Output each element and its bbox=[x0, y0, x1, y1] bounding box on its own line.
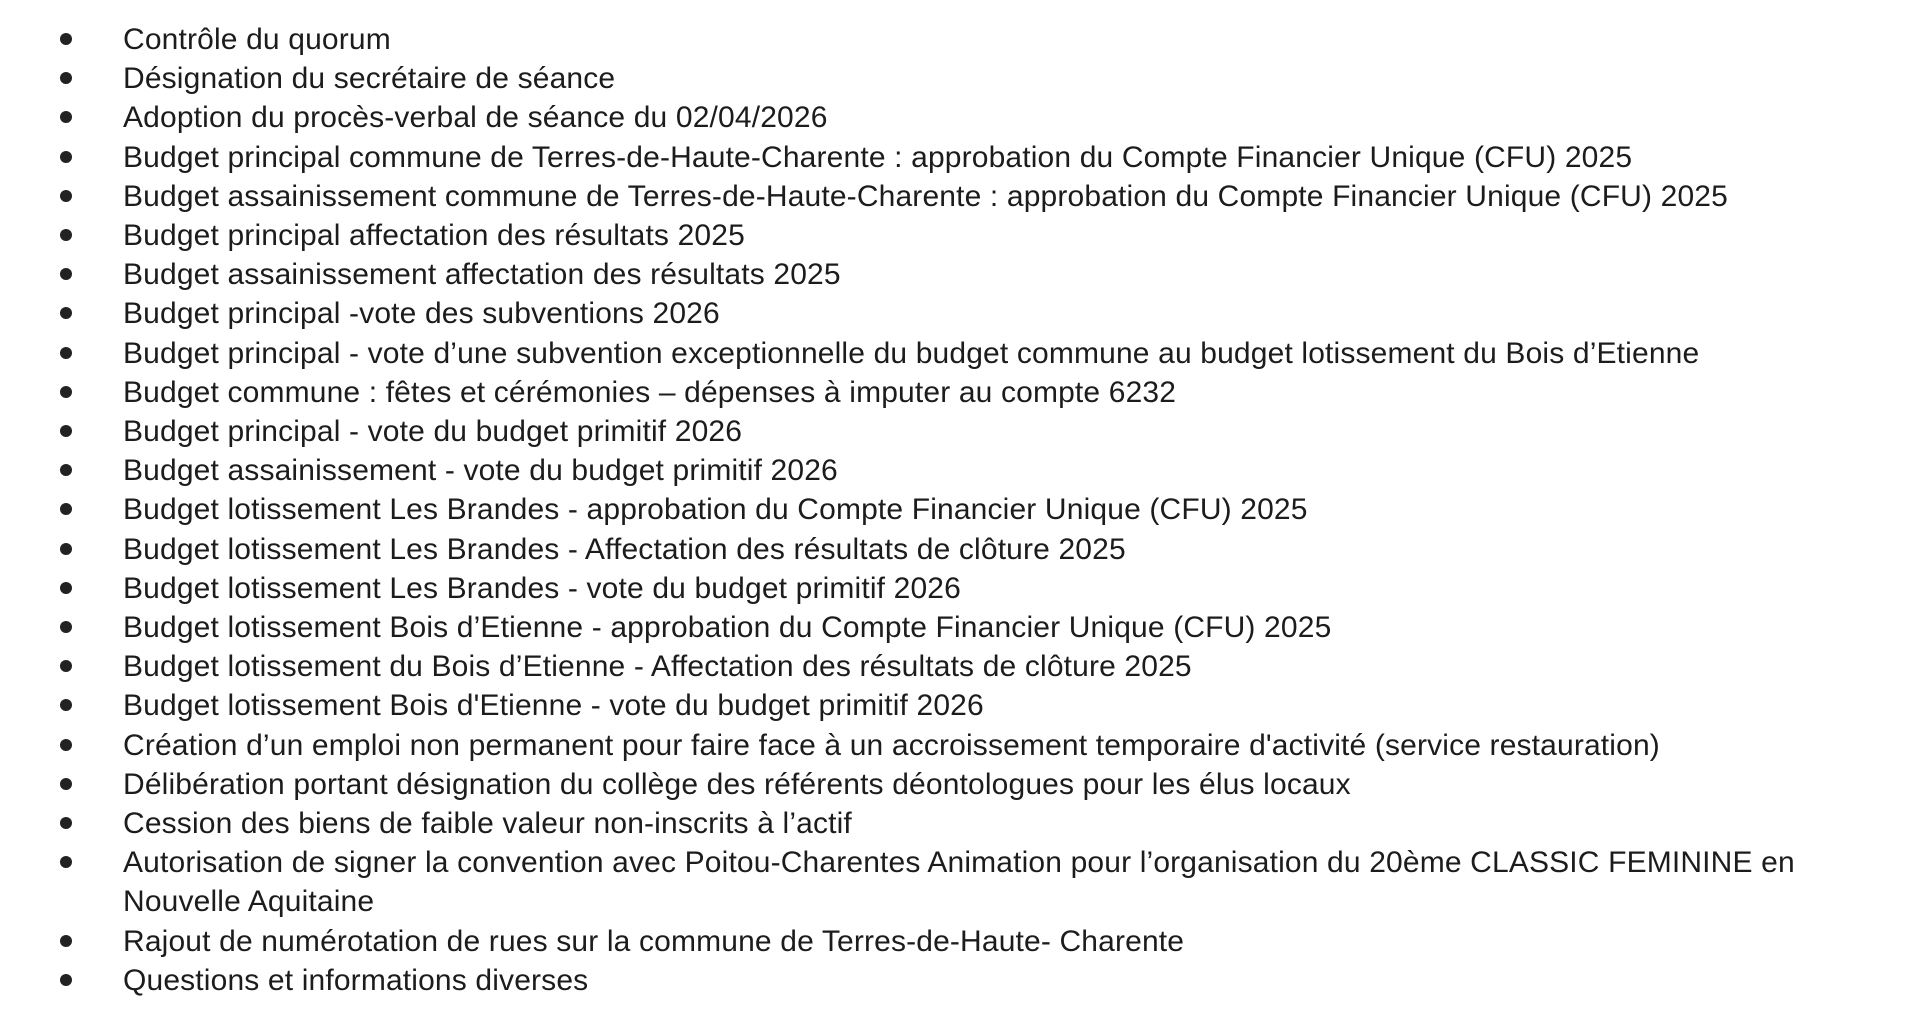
agenda-item bbox=[0, 765, 1920, 804]
agenda-item-text: Budget assainissement affectation des résultats 2025 bbox=[123, 258, 841, 292]
bullet-icon bbox=[60, 817, 72, 829]
bullet-icon bbox=[60, 543, 72, 555]
agenda-item bbox=[0, 59, 1920, 98]
agenda-item-text: Création d’un emploi non permanent pour faire face à un accroissement temporaire d'activité (service restauration) bbox=[123, 728, 1660, 762]
agenda-item bbox=[0, 451, 1920, 490]
bullet-icon bbox=[60, 151, 72, 163]
agenda-item bbox=[0, 177, 1920, 216]
agenda-item-text: Budget lotissement Bois d'Etienne - vote du budget primitif 2026 bbox=[123, 689, 984, 723]
bullet-icon bbox=[60, 739, 72, 751]
agenda-item-text: Questions et informations diverses bbox=[123, 963, 589, 997]
bullet-icon bbox=[60, 503, 72, 515]
agenda-item bbox=[0, 294, 1920, 333]
bullet-icon bbox=[60, 72, 72, 84]
agenda-item-text: Budget lotissement Bois d’Etienne - approbation du Compte Financier Unique (CFU) 2025 bbox=[123, 611, 1332, 645]
bullet-icon bbox=[60, 464, 72, 476]
bullet-icon bbox=[60, 778, 72, 790]
agenda-item bbox=[0, 569, 1920, 608]
agenda-item-text: Budget assainissement commune de Terres-de-Haute-Charente : approbation du Compte Financier Unique (CFU) 2025 bbox=[123, 179, 1728, 213]
bullet-icon bbox=[60, 621, 72, 633]
bullet-icon bbox=[60, 190, 72, 202]
agenda-item-text: Contrôle du quorum bbox=[123, 23, 391, 56]
agenda-item bbox=[0, 373, 1920, 412]
agenda-item bbox=[0, 961, 1920, 1000]
agenda-item bbox=[0, 20, 1920, 59]
agenda-item bbox=[0, 843, 1920, 921]
agenda-item-text: Adoption du procès-verbal de séance du 02/04/2026 bbox=[123, 101, 828, 135]
agenda-item-text: Budget principal - vote d’une subvention exceptionnelle du budget commune au budget lotissement du Bois d’Etienne bbox=[123, 336, 1700, 370]
agenda-item bbox=[0, 255, 1920, 294]
agenda-item-text: Rajout de numérotation de rues sur la commune de Terres-de-Haute- Charente bbox=[123, 924, 1185, 958]
agenda-item bbox=[0, 608, 1920, 647]
bullet-icon bbox=[60, 582, 72, 594]
agenda-item-text: Désignation du secrétaire de séance bbox=[123, 62, 616, 96]
agenda-item-text: Budget principal affectation des résultats 2025 bbox=[123, 219, 745, 253]
agenda-item-text: Cession des biens de faible valeur non-inscrits à l’actif bbox=[123, 807, 852, 841]
agenda-item-text: Budget lotissement Les Brandes - approbation du Compte Financier Unique (CFU) 2025 bbox=[123, 493, 1308, 527]
agenda-item bbox=[0, 490, 1920, 529]
agenda-item bbox=[0, 686, 1920, 725]
bullet-icon bbox=[60, 386, 72, 398]
agenda-item bbox=[0, 726, 1920, 765]
agenda-item bbox=[0, 334, 1920, 373]
agenda-list bbox=[0, 20, 1920, 1000]
agenda-item-text: Budget principal -vote des subventions 2026 bbox=[123, 297, 720, 331]
agenda-item bbox=[0, 647, 1920, 686]
bullet-icon bbox=[60, 268, 72, 280]
bullet-icon bbox=[60, 699, 72, 711]
agenda-item-text: Budget principal commune de Terres-de-Haute-Charente : approbation du Compte Financier Unique (CFU) 2025 bbox=[123, 140, 1633, 174]
bullet-icon bbox=[60, 935, 72, 947]
bullet-icon bbox=[60, 974, 72, 986]
bullet-icon bbox=[60, 425, 72, 437]
bullet-icon bbox=[60, 33, 72, 45]
agenda-item bbox=[0, 98, 1920, 137]
bullet-icon bbox=[60, 229, 72, 241]
agenda-item-text: Budget lotissement du Bois d’Etienne - Affectation des résultats de clôture 2025 bbox=[123, 650, 1192, 684]
bullet-icon bbox=[60, 111, 72, 123]
bullet-icon bbox=[60, 307, 72, 319]
bullet-icon bbox=[60, 856, 72, 868]
agenda-item bbox=[0, 138, 1920, 177]
agenda-item bbox=[0, 412, 1920, 451]
agenda-item bbox=[0, 804, 1920, 843]
bullet-icon bbox=[60, 347, 72, 359]
bullet-icon bbox=[60, 660, 72, 672]
agenda-item bbox=[0, 530, 1920, 569]
agenda-item-text: Budget assainissement - vote du budget primitif 2026 bbox=[123, 454, 838, 488]
agenda-item bbox=[0, 922, 1920, 961]
agenda-item-text: Budget lotissement Les Brandes - Affectation des résultats de clôture 2025 bbox=[123, 532, 1126, 566]
agenda-item bbox=[0, 216, 1920, 255]
agenda-item-text: Autorisation de signer la convention avec Poitou-Charentes Animation pour l’organisation du 20ème CLASSIC FEMININE en Nouvelle Aquitaine bbox=[123, 846, 1795, 919]
agenda-item-text: Délibération portant désignation du collège des référents déontologues pour les élus locaux bbox=[123, 767, 1351, 801]
agenda-item-text: Budget lotissement Les Brandes - vote du budget primitif 2026 bbox=[123, 571, 961, 605]
agenda-item-text: Budget principal - vote du budget primitif 2026 bbox=[123, 415, 743, 449]
agenda-item-text: Budget commune : fêtes et cérémonies – dépenses à imputer au compte 6232 bbox=[123, 375, 1177, 409]
